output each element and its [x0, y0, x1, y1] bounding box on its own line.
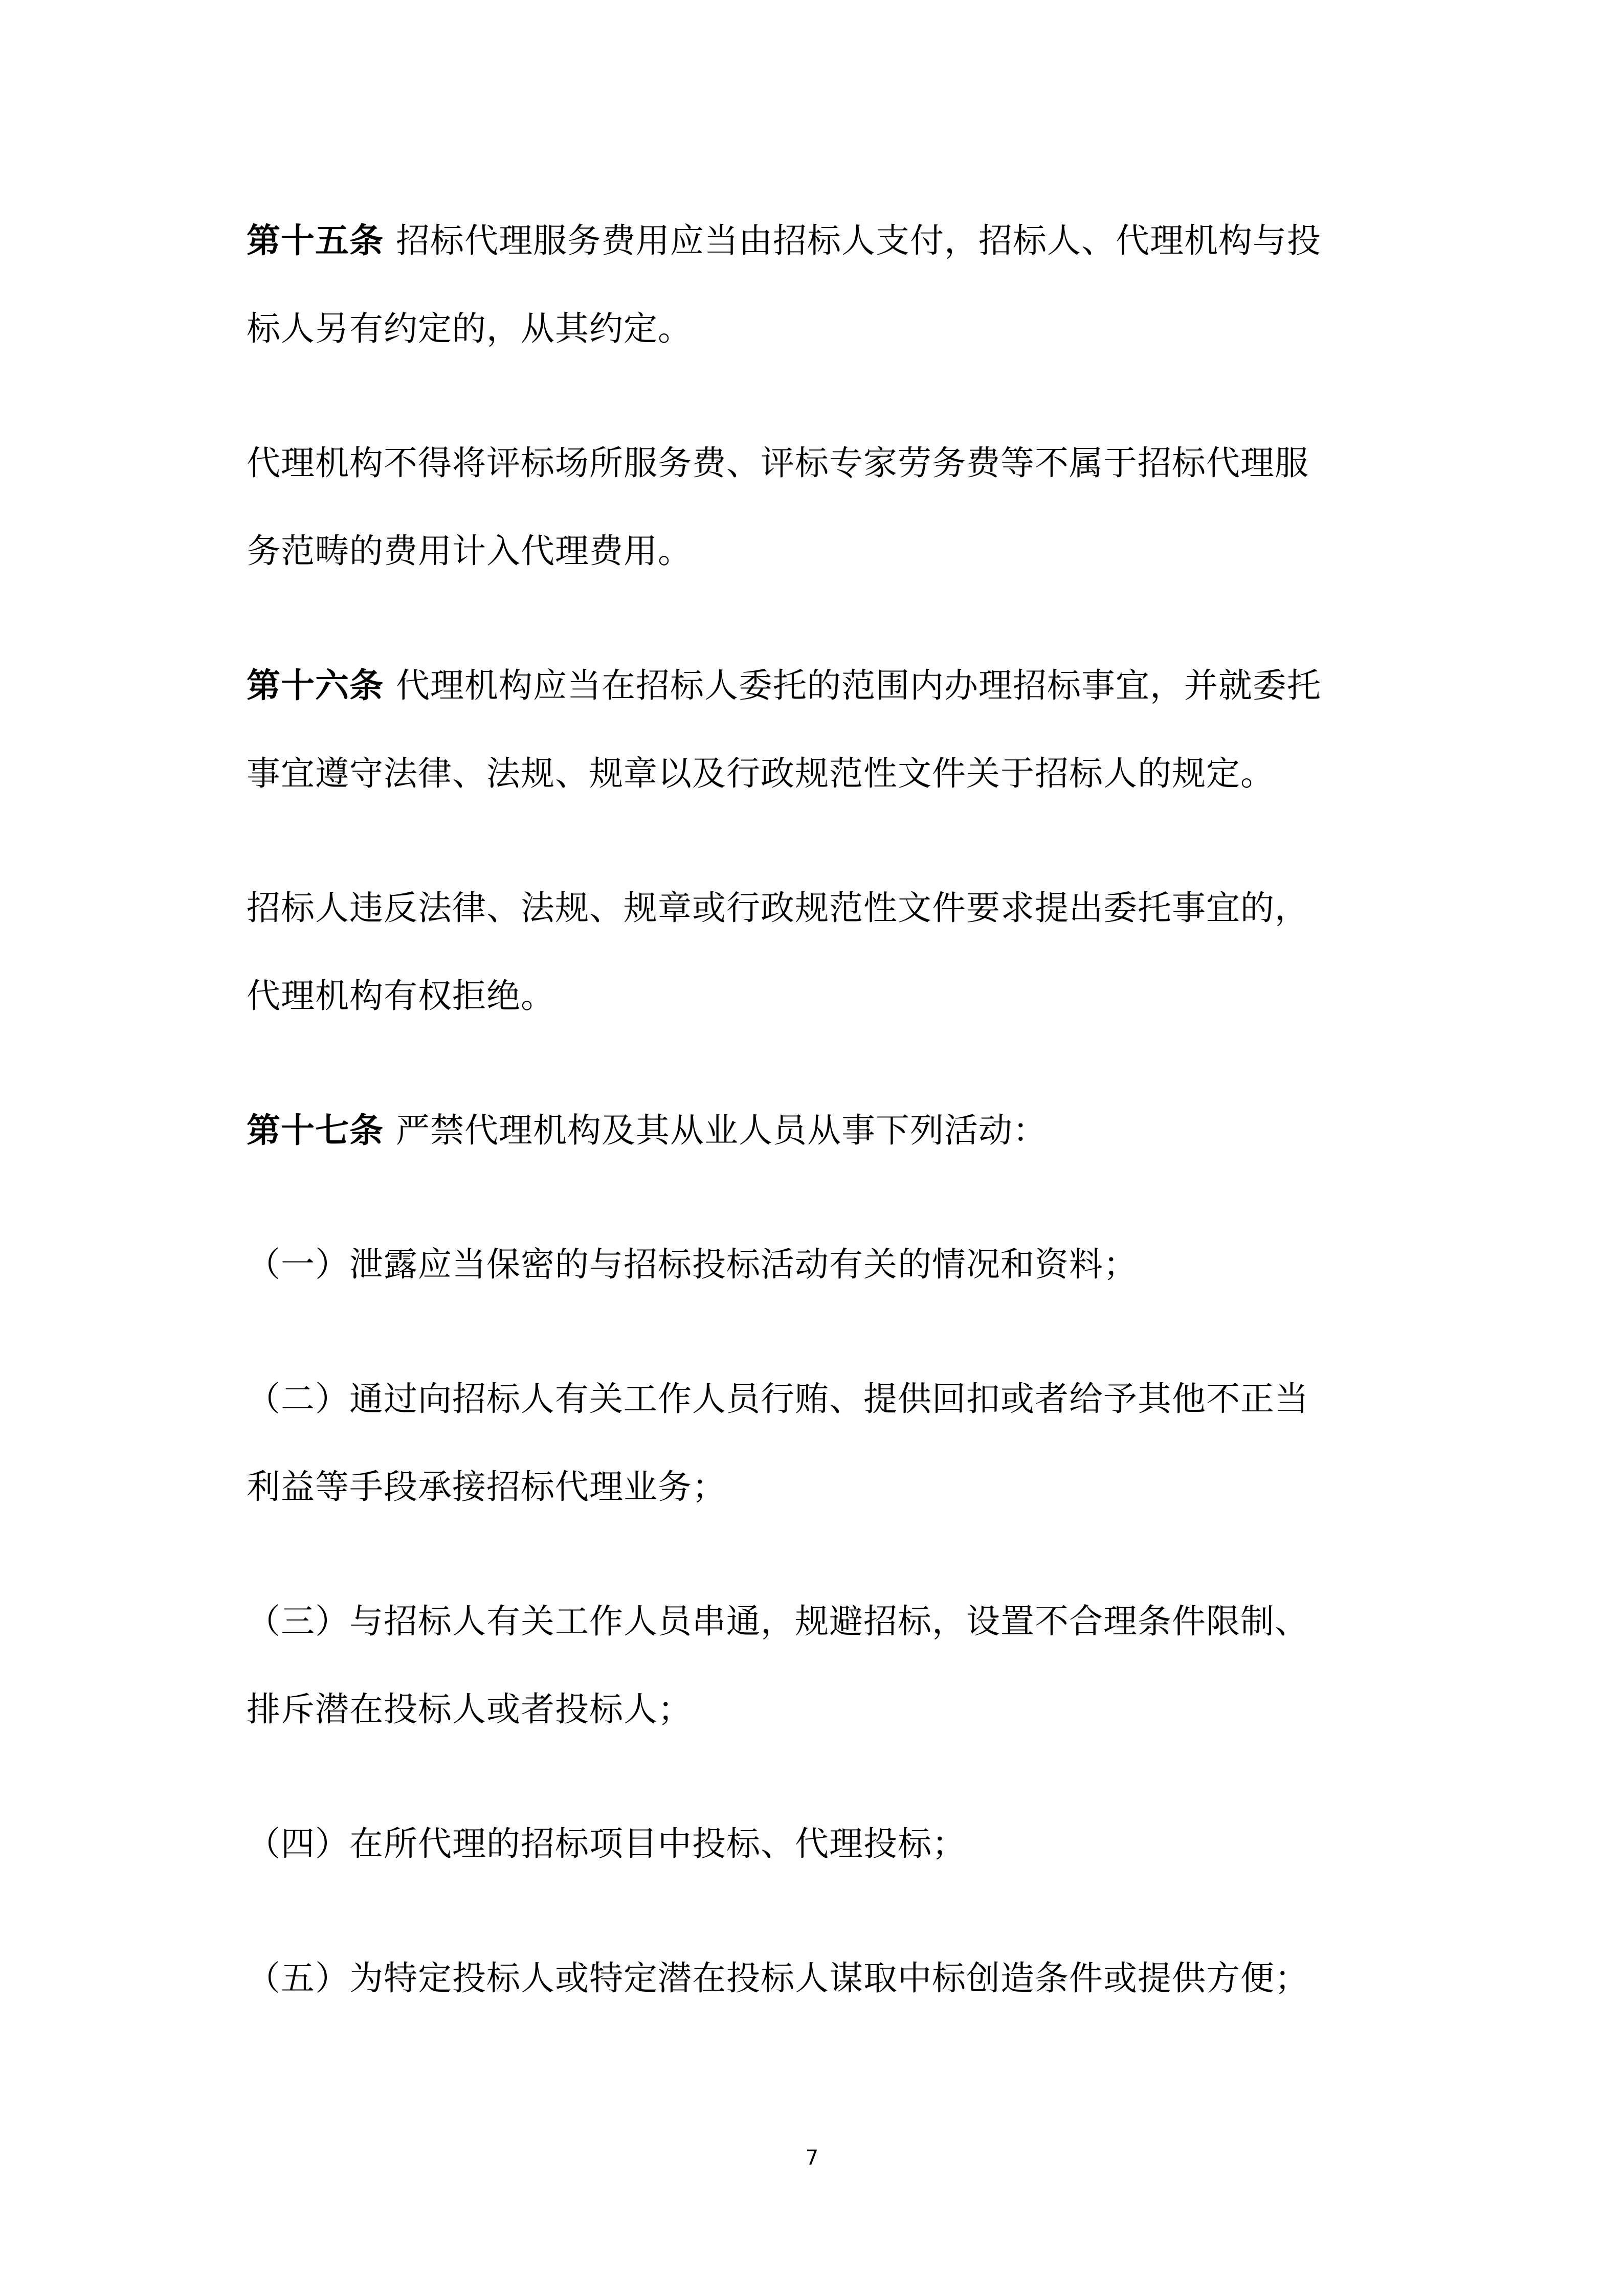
line-text: 代理机构应当在招标人委托的范围内办理招标事宜，并就委托: [396, 666, 1321, 705]
paragraph-line: [247, 197, 1403, 285]
paragraph-line: 务范畴的费用计入代理费用。: [247, 531, 692, 571]
paragraph-line: 利益等手段承接招标代理业务；: [247, 1467, 726, 1506]
paragraph-line: 代理机构有权拒绝。: [247, 976, 555, 1016]
paragraph-line: 招标人违反法律、法规、规章或行政规范性文件要求提出委托事宜的，: [247, 888, 1309, 928]
list-item-3: [247, 1578, 1403, 1753]
paragraph-line: [247, 1087, 1403, 1175]
paragraph-line: 标人另有约定的，从其约定。: [247, 309, 692, 348]
article-label: 第十五条: [247, 221, 384, 260]
list-item-1: [247, 1221, 1403, 1309]
paragraph-article-15-clause-2: [247, 419, 1403, 595]
paragraph-line: 排斥潜在投标人或者投标人；: [247, 1690, 692, 1729]
list-item-5: [247, 1934, 1403, 2022]
paragraph-line: （五）为特定投标人或特定潜在投标人谋取中标创造条件或提供方便；: [247, 1959, 1309, 1998]
line-text: 招标代理服务费用应当由招标人支付，招标人、代理机构与投: [396, 221, 1321, 260]
line-text: 严禁代理机构及其从业人员从事下列活动：: [396, 1111, 1047, 1150]
paragraph-line: 代理机构不得将评标场所服务费、评标专家劳务费等不属于招标代理服: [247, 443, 1309, 483]
article-label: 第十七条: [247, 1111, 384, 1150]
paragraph-article-16: [247, 642, 1403, 818]
list-item-2: [247, 1355, 1403, 1531]
paragraph-line: 事宜遵守法律、法规、规章以及行政规范性文件关于招标人的规定。: [247, 754, 1275, 793]
paragraph-article-17: [247, 1087, 1403, 1175]
list-item-4: [247, 1800, 1403, 1888]
paragraph-article-15: [247, 197, 1403, 373]
paragraph-line: （一）泄露应当保密的与招标投标活动有关的情况和资料；: [247, 1245, 1138, 1284]
paragraph-line: （二）通过向招标人有关工作人员行贿、提供回扣或者给予其他不正当: [247, 1379, 1309, 1419]
paragraph-line: [247, 642, 1403, 730]
paragraph-article-16-clause-2: [247, 864, 1403, 1040]
paragraph-line: （四）在所代理的招标项目中投标、代理投标；: [247, 1824, 966, 1863]
paragraph-line: （三）与招标人有关工作人员串通，规避招标，设置不合理条件限制、: [247, 1602, 1309, 1641]
article-label: 第十六条: [247, 666, 384, 705]
page-number: 7: [805, 2146, 819, 2170]
